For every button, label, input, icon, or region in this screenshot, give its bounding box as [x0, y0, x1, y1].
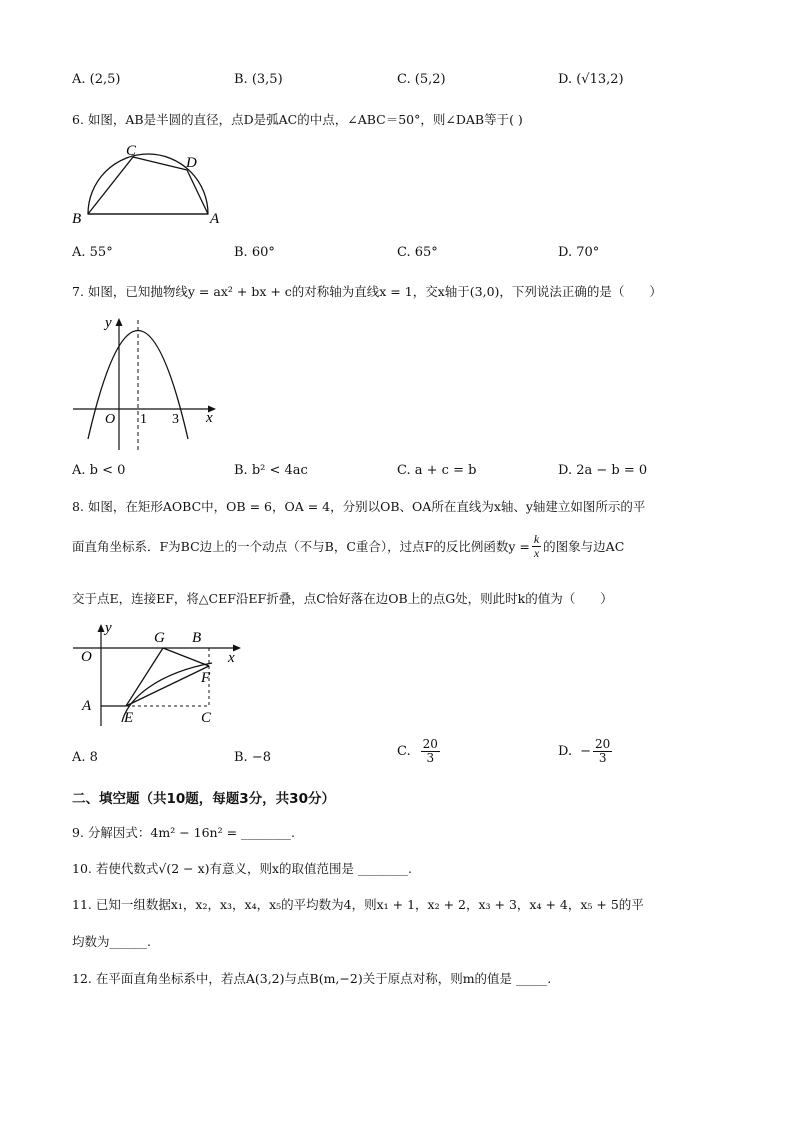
label-a: A: [82, 698, 92, 714]
y-axis-arrow-icon: [98, 624, 105, 632]
q8-line1: 8. 如图，在矩形AOBC中，OB = 6，OA = 4，分别以OB、OA所在直线为x轴、y轴建立如图所示的平: [72, 499, 646, 514]
label-origin: O: [105, 412, 116, 427]
q8-line2: [72, 533, 624, 559]
q7-option-b: B. b² < 4ac: [234, 463, 308, 478]
q8-option-c-fraction: [421, 738, 440, 764]
q6-option-b: B. 60°: [234, 245, 275, 260]
label-f: F: [201, 670, 211, 686]
q8-option-c-denominator: 3: [426, 750, 435, 765]
q8-option-c-prefix: C.: [397, 743, 411, 759]
label-origin: O: [81, 649, 92, 665]
q10-text: 10. 若使代数式√(2 − x)有意义，则x的取值范围是 ________.: [72, 861, 412, 876]
label-a: A: [210, 211, 220, 226]
label-g: G: [154, 630, 165, 646]
label-x: x: [228, 650, 235, 666]
label-y: y: [105, 315, 112, 331]
label-one: 1: [140, 412, 147, 427]
q5-option-c: C. (5,2): [397, 72, 446, 87]
y-axis-arrow-icon: [116, 318, 123, 326]
q8-option-d-prefix: D.: [558, 743, 573, 759]
q11-line2: 均数为______.: [72, 934, 151, 949]
q8-line3: 交于点E，连接EF，将△CEF沿EF折叠，点C恰好落在边OB上的点G处，则此时k的值为（ ）: [72, 591, 613, 606]
q5-option-b: B. (3,5): [234, 72, 283, 87]
q6-option-c: C. 65°: [397, 245, 438, 260]
q8-option-b: B. −8: [234, 750, 271, 765]
q8-option-c: [397, 738, 440, 764]
q5-option-d: D. (√13,2): [558, 72, 624, 87]
q12-text: 12. 在平面直角坐标系中，若点A(3,2)与点B(m,−2)关于原点对称，则m的值是 _____.: [72, 971, 552, 986]
label-e: E: [124, 710, 134, 726]
chord-cd: [133, 157, 187, 170]
label-x: x: [206, 410, 213, 426]
q8-option-d: [558, 738, 612, 764]
q8-option-c-numerator: 20: [422, 737, 438, 751]
q7-option-d: D. 2a − b = 0: [558, 463, 648, 478]
q8-option-d-numerator: 20: [595, 737, 611, 751]
chord-da: [187, 170, 208, 214]
q9-text: 9. 分解因式：4m² − 16n² = ________.: [72, 825, 295, 840]
label-three: 3: [172, 412, 179, 427]
section-fill-in-title: 二、填空题（共10题，每题3分，共30分）: [72, 791, 335, 807]
segment-gf: [163, 648, 209, 666]
label-y: y: [105, 620, 112, 636]
q7-option-a: A. b < 0: [72, 463, 126, 478]
q8-fraction-denominator: x: [533, 545, 540, 560]
q7-parabola-figure: [68, 312, 228, 452]
q7-stem: 7. 如图，已知抛物线y = ax² + bx + c的对称轴为直线x = 1，交x轴于(3,0)，下列说法正确的是（ ）: [72, 284, 662, 299]
q8-rectangle-figure: [68, 618, 248, 728]
q8-option-d-denominator: 3: [598, 750, 607, 765]
q8-option-d-fraction: [593, 738, 612, 764]
q6-option-d: D. 70°: [558, 245, 600, 260]
label-d: D: [186, 155, 197, 171]
label-b: B: [72, 211, 82, 226]
hyperbola-curve: [122, 663, 212, 722]
label-b: B: [192, 630, 202, 646]
q6-semicircle-figure: [68, 140, 228, 226]
q8-fraction-numerator: k: [533, 532, 540, 546]
q6-stem: 6. 如图，AB是半圆的直径，点D是弧AC的中点，∠ABC＝50°，则∠DAB等于( ): [72, 112, 523, 127]
q8-option-d-sign: −: [580, 743, 591, 759]
q8-line2-post: 的图象与边AC: [543, 539, 625, 555]
q8-option-a: A. 8: [72, 750, 98, 765]
q8-fraction: [532, 533, 541, 559]
q6-option-a: A. 55°: [72, 245, 113, 260]
q11-line1: 11. 已知一组数据x₁，x₂，x₃，x₄，x₅的平均数为4，则x₁ + 1，x₂ + 2，x₃ + 3，x₄ + 4，x₅ + 5的平: [72, 897, 644, 912]
q8-line2-pre: 面直角坐标系．F为BC边上的一个动点（不与B，C重合），过点F的反比例函数y =: [72, 539, 530, 555]
q5-option-a: A. (2,5): [72, 72, 121, 87]
label-c: C: [201, 710, 212, 726]
label-c: C: [126, 143, 137, 159]
q7-option-c: C. a + c = b: [397, 463, 477, 478]
